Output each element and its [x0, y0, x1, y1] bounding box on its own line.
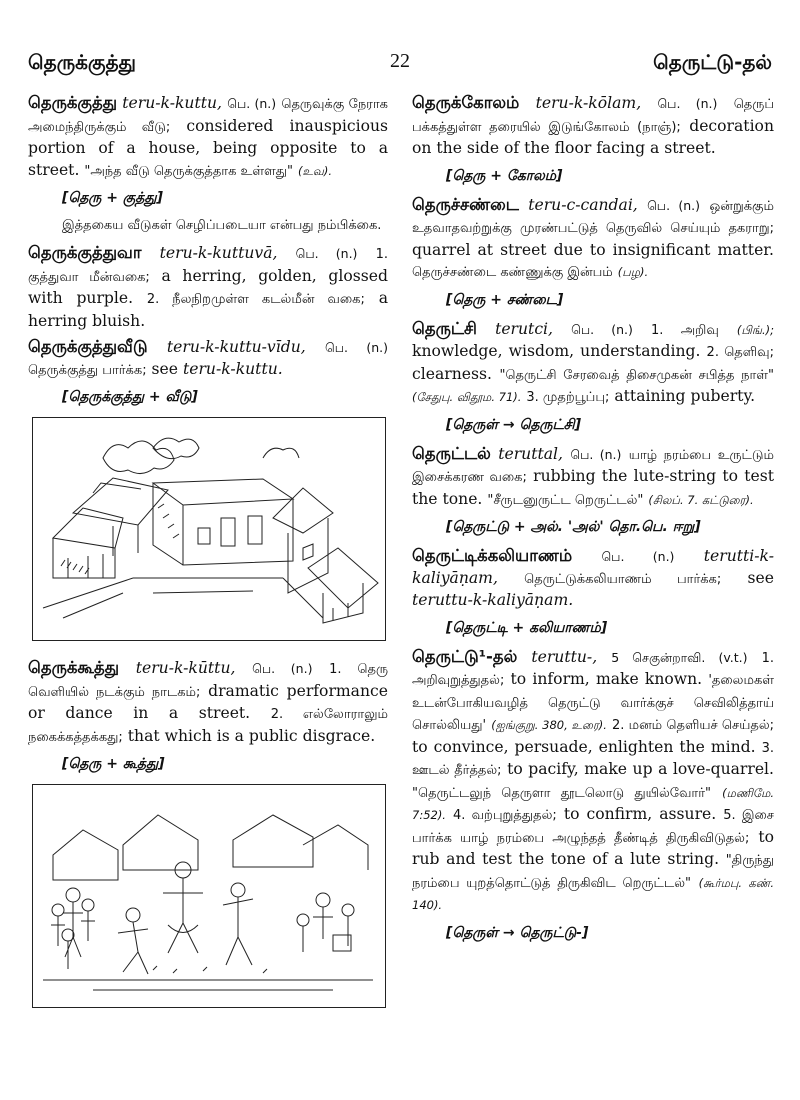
citation: (பழ). — [617, 265, 649, 279]
citation: (பிங்.); — [736, 322, 774, 337]
street-drama-drawing — [33, 785, 385, 1007]
transliteration: teru-k-kōlam, — [535, 94, 642, 112]
page-header — [28, 50, 772, 80]
citation: (கூர்மபு. கண். 140). — [412, 875, 774, 912]
transliteration: teru-c-candai, — [528, 195, 638, 214]
headword: தெருக்கூத்து — [28, 658, 120, 677]
right-column — [412, 92, 774, 951]
illustration-street-drama — [32, 784, 386, 1008]
etymology: [தெருள் → தெருட்சி] — [446, 416, 581, 433]
tamil-definition: தெருவுக்கு நேராக அமைந்திருக்கும் வீடு; — [28, 97, 388, 135]
english-definition: considered inauspicious portion of a house, being opposite to a street. — [28, 116, 389, 179]
sense-2-tamil: 2. நீலநிறமுள்ள கடல்மீன் வகை; — [146, 292, 365, 307]
headword: தெருட்சி — [412, 318, 477, 338]
sense-4-english: to confirm, assure. — [563, 805, 717, 823]
transliteration: teru-k-kuttu-vīdu, — [166, 338, 306, 356]
etymology: [தெருள் → தெருட்டு-] — [446, 924, 589, 941]
tamil-definition: தெருப் பக்கத்துள்ள தரையில் இடுங்கோலம் (நாஞ்); — [412, 97, 774, 135]
headword: தெருக்குத்துவீடு — [28, 337, 148, 356]
headword: தெருட்டிக்கலியாணம் — [412, 546, 573, 565]
etymology: [தெரு + குத்து] — [62, 190, 163, 206]
citation: (ஐங்குறு. 380, உரை). — [491, 718, 607, 732]
note: இத்தகைய வீடுகள் செழிப்படையா என்பது நம்பிக்கை. — [62, 218, 382, 233]
sense-1-english: dramatic performance or dance in a street. — [28, 681, 388, 722]
entry-teruttu-tal — [412, 646, 774, 917]
usage-quote: 'தலைமகள் உடன்போகியவழித் தெருட்டு வார்க்குச் செவிலித்தாய் சொல்லியது' — [412, 673, 774, 733]
sense-2-english: that which is a public disgrace. — [127, 726, 376, 745]
transliteration: terutci, — [495, 319, 553, 338]
english-see: see — [151, 359, 179, 378]
tamil-definition: தெருட்டுக்கலியாணம் பார்க்க; — [524, 571, 722, 587]
sense-3-tamil: 3. ஊடல் தீர்த்தல்; — [412, 740, 775, 778]
sense-1-english: a herring, golden, glossed with purple. — [28, 266, 388, 307]
sense-1-tamil: 1. அறிவுறுத்துதல்; — [412, 650, 774, 688]
tamil-definition: தெருக்குத்து பார்க்க; — [28, 362, 147, 378]
usage-quote: "சீருடனுருட்ட றெருட்டல்" — [487, 492, 644, 508]
entry-terukkuttuvidu — [28, 336, 388, 381]
sense-5-english: to rub and test the tone of a lute string. — [412, 827, 774, 868]
sense-3-tamil: 3. முதற்பூப்பு; — [526, 390, 610, 405]
entry-teruttal — [412, 443, 774, 512]
part-of-speech: பெ. (n.) — [647, 197, 701, 213]
part-of-speech: பெ. (n.) — [295, 246, 358, 261]
usage-quote: "தெருட்சி சேரவைத் திசைமுகன் சபித்த நாள்" — [499, 367, 774, 383]
transliteration: terutti-k-kaliyāṇam, — [412, 547, 774, 587]
transliteration: teruttal, — [498, 444, 563, 463]
citation: (உவ). — [298, 163, 333, 178]
citation: (சேதுபு. விதூம. 71). — [412, 390, 522, 404]
sense-2-english: a herring bluish. — [28, 289, 388, 330]
entry-terutci — [412, 318, 774, 409]
entry-terukkuttu — [28, 92, 388, 182]
cross-reference: teruttu-k-kaliyāṇam. — [412, 591, 574, 609]
cross-reference: teru-k-kuttu. — [182, 359, 283, 378]
sense-5-tamil: 5. இசை பார்க்க யாழ் நரம்பை அழுந்தத் தீண்டித் திருகிவிடுதல்; — [412, 808, 774, 846]
headword: தெருக்குத்து — [28, 93, 118, 112]
etymology: [தெரு + கோலம்] — [446, 167, 563, 184]
page-number: 22 — [390, 50, 410, 72]
sense-2-tamil: 2. எல்லோராலும் நகைக்கத்தக்கது; — [28, 707, 388, 745]
tamil-definition: யாழ் நரம்பை உருட்டும் இசைக்கரண வகை; — [412, 447, 774, 485]
sense-3-english: attaining puberty. — [614, 387, 756, 405]
headword: தெருச்சண்டை — [412, 194, 519, 214]
headword: தெருட்டு¹-தல் — [412, 646, 518, 666]
sense-4-tamil: 4. வற்புறுத்துதல்; — [452, 808, 557, 823]
etymology: [தெருக்குத்து + வீடு] — [62, 389, 198, 405]
headword: தெருக்குத்துவா — [28, 243, 142, 262]
transliteration: teru-k-kuttuvā, — [159, 244, 278, 262]
part-of-speech: பெ. (n.) — [657, 96, 718, 111]
headword: தெருக்கோலம் — [412, 93, 520, 112]
sense-1-english: to inform, make known. — [510, 670, 703, 688]
street-houses-drawing — [33, 418, 385, 640]
transliteration: teru-k-kūttu, — [135, 659, 236, 677]
entry-terukkuttu-drama — [28, 657, 388, 748]
etymology: [தெரு + கூத்து] — [62, 756, 165, 772]
entry-teruttikkaliyanam — [412, 545, 774, 612]
english-definition: quarrel at street due to insignificant matter. — [412, 240, 774, 259]
sense-2-english: to convince, persuade, enlighten the mind. — [412, 737, 756, 756]
part-of-speech: பெ. (n.) — [570, 446, 622, 462]
part-of-speech: பெ. (n.) — [325, 340, 388, 355]
entry-terucchandai — [412, 194, 774, 284]
citation: (மணிமே. 7:52). — [412, 785, 774, 822]
part-of-speech: 5 செகுன்றாவி. (v.t.) — [611, 649, 748, 665]
part-of-speech: பெ. (n.) — [571, 321, 633, 337]
etymology: [தெருட்டி + கலியாணம்] — [446, 619, 608, 636]
english-definition: decoration on the side of the floor facing a street. — [412, 116, 774, 157]
part-of-speech: பெ. (n.) — [227, 96, 277, 111]
sense-1-tamil: 1. அறிவு — [651, 322, 719, 338]
transliteration: teru-k-kuttu, — [122, 94, 223, 112]
citation: (சிலப். 7. கட்டுரை). — [648, 492, 754, 507]
header-right-guideword: தெருட்டு-தல் — [653, 50, 772, 74]
header-left-guideword: தெருக்குத்து — [28, 50, 136, 74]
sense-2-english: clearness. — [412, 364, 492, 383]
etymology: [தெருட்டு + அல். 'அல்' தொ.பெ. ஈறு] — [446, 519, 701, 535]
sense-3-english: to pacify, make up a love-quarrel. — [507, 760, 774, 778]
usage-quote: "தெருட்டலுந் தெருளா தூடலொடு துயில்வோர்" — [412, 785, 711, 801]
english-definition: rubbing the lute-string to test the tone. — [412, 467, 774, 508]
left-column — [28, 92, 388, 1024]
sense-1-english: knowledge, wisdom, understanding. — [412, 342, 701, 360]
usage-quote: "அந்த வீடு தெருக்குத்தாக உள்ளது" — [84, 163, 294, 179]
usage-quote: "திருந்து நரம்பை யுறத்தொட்டுத் திருகிவிட றெருட்டல்" — [412, 853, 774, 891]
sense-2-tamil: 2. தெளிவு; — [706, 345, 774, 360]
entry-terukkolam — [412, 92, 774, 160]
sense-2-tamil: 2. மனம் தெளியச் செய்தல்; — [611, 718, 774, 733]
etymology: [தெரு + சண்டை] — [446, 291, 564, 308]
part-of-speech: பெ. (n.) — [601, 549, 675, 564]
tamil-definition: ஒன்றுக்கும் உதவாதவற்றுக்கு முரண்பட்டுத் தெருவில் செய்யும் தகராறு; — [412, 198, 774, 236]
transliteration: teruttu-, — [531, 647, 598, 666]
sense-1-tamil: 1. குத்துவா மீன்வகை; — [28, 247, 388, 285]
entry-terukkuttuva — [28, 242, 388, 332]
proverb: தெருச்சண்டை கண்ணுக்கு இன்பம் — [412, 265, 613, 280]
illustration-street-houses — [32, 417, 386, 641]
sense-1-tamil: 1. தெரு வெளியில் நடக்கும் நாடகம்; — [28, 662, 388, 700]
headword: தெருட்டல் — [412, 443, 491, 463]
part-of-speech: பெ. (n.) — [252, 661, 313, 676]
english-see: see — [747, 568, 774, 587]
